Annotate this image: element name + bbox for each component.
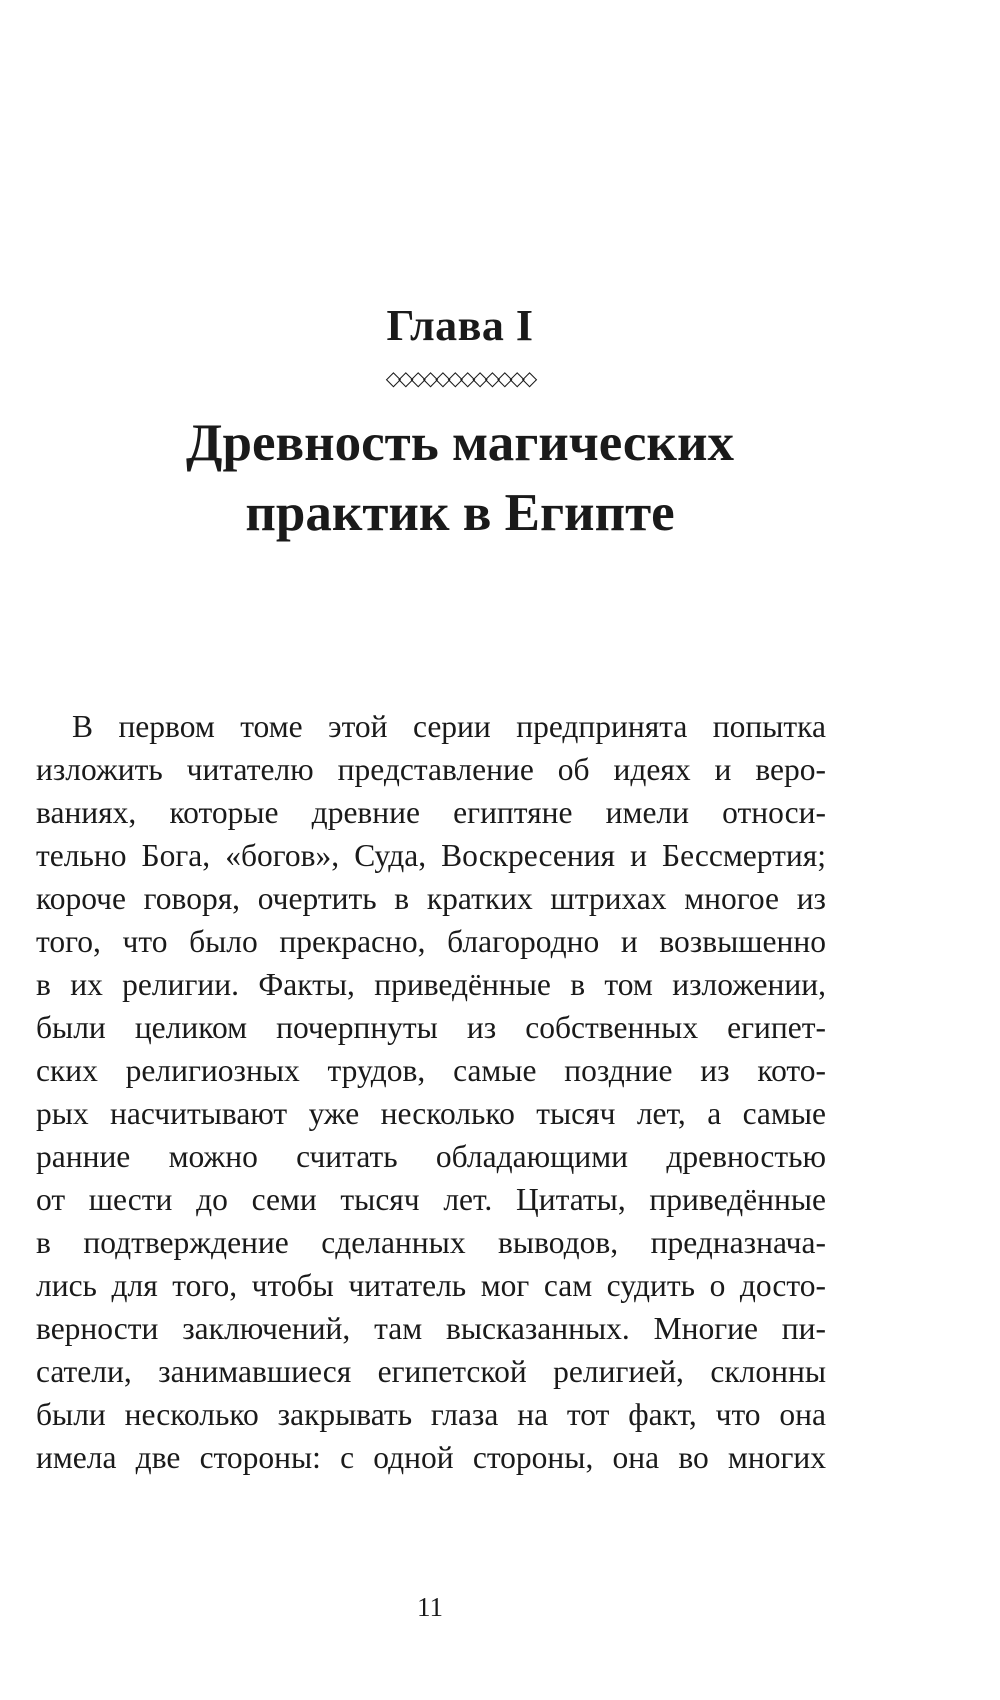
chapter-title-line: практик в Египте: [245, 484, 675, 542]
text-line: в их религии. Факты, приведённые в том изложении,: [36, 967, 826, 1002]
chapter-label: Глава I: [386, 301, 534, 350]
text-line: изложить читателю представление об идеях и веро-: [36, 752, 826, 787]
text-line: в подтверждение сделанных выводов, предназнача-: [36, 1225, 826, 1260]
text-line: ских религиозных трудов, самые поздние из кото-: [36, 1053, 826, 1088]
text-line: того, что было прекрасно, благородно и возвышенно: [36, 924, 826, 959]
text-line: В первом томе этой серии предпринята попытка: [72, 709, 826, 744]
page-number: 11: [417, 1592, 443, 1622]
text-line: тельно Бога, «богов», Суда, Воскресения и Бессмертия;: [36, 838, 826, 873]
text-line: ранние можно считать обладающими древностью: [36, 1139, 826, 1174]
body-paragraph: [36, 705, 826, 1479]
chapter-title: [0, 408, 920, 548]
ornament-divider: ◇◇◇◇◇◇◇◇◇◇◇◇: [385, 366, 535, 390]
text-line: сатели, занимавшиеся египетской религией, склонны: [36, 1354, 826, 1389]
text-line: верности заключений, там высказанных. Многие пи-: [36, 1311, 826, 1346]
chapter-title-line: Древность магических: [186, 414, 734, 472]
text-line: от шести до семи тысяч лет. Цитаты, приведённые: [36, 1182, 826, 1217]
text-line: были целиком почерпнуты из собственных египет-: [36, 1010, 826, 1045]
text-line: короче говоря, очертить в кратких штрихах многое из: [36, 881, 826, 916]
text-line: имела две стороны: с одной стороны, она во многих: [36, 1440, 826, 1475]
text-line: ваниях, которые древние египтяне имели относи-: [36, 795, 826, 830]
text-line: лись для того, чтобы читатель мог сам судить о досто-: [36, 1268, 826, 1303]
text-line: были несколько закрывать глаза на тот факт, что она: [36, 1397, 826, 1432]
text-line: рых насчитывают уже несколько тысяч лет, а самые: [36, 1096, 826, 1131]
